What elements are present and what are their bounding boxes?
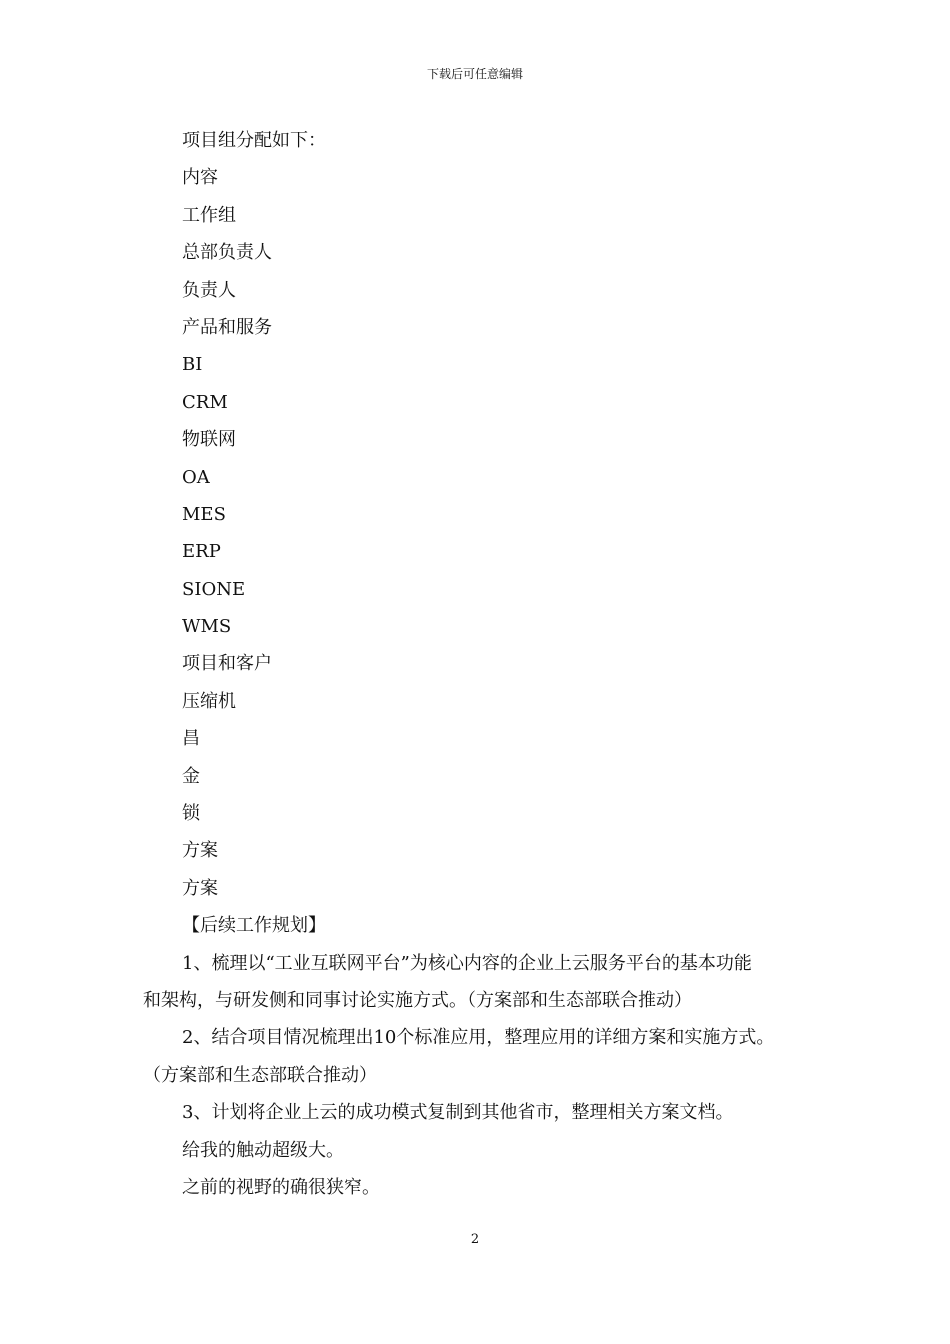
list-item: MES [182, 503, 226, 525]
list-item: 昌 [182, 728, 200, 750]
list-item: 工作组 [182, 204, 236, 226]
list-item: 负责人 [182, 279, 236, 301]
list-item: ERP [182, 541, 221, 563]
document-body [143, 122, 823, 1206]
list-item: 总部负责人 [182, 242, 272, 264]
paragraph: 项目组分配如下： [182, 130, 326, 151]
list-item: OA [182, 466, 210, 488]
page-number: 2 [470, 1232, 480, 1247]
list-item: WMS [182, 616, 232, 638]
list-item: 金 [182, 765, 200, 787]
paragraph-line: 2、结合项目情况梳理出10个标准应用，整理应用的详细方案和实施方式。 [182, 1027, 775, 1049]
list-item: 内容 [182, 167, 218, 189]
paragraph: 之前的视野的确很狭窄。 [182, 1176, 380, 1198]
paragraph-line: 3、计划将企业上云的成功模式复制到其他省市，整理相关方案文档。 [182, 1102, 734, 1124]
page-header: 下载后可任意编辑 [426, 67, 523, 81]
list-item: 压缩机 [182, 690, 236, 712]
paragraph-line: （方案部和生态部联合推动） [143, 1064, 377, 1086]
list-item: 产品和服务 [182, 316, 272, 338]
list-item: 方案 [182, 840, 218, 862]
list-item: CRM [182, 391, 228, 413]
list-item: BI [182, 354, 203, 376]
list-item: 物联网 [182, 429, 236, 451]
list-item: 方案 [182, 877, 218, 899]
section-heading: 【后续工作规划】 [182, 915, 326, 937]
list-item: 项目和客户 [182, 653, 272, 675]
list-item: SIONE [182, 578, 246, 600]
paragraph-line: 和架构，与研发侧和同事讨论实施方式。（方案部和生态部联合推动） [143, 989, 692, 1011]
paragraph: 给我的触动超级大。 [182, 1139, 344, 1161]
list-item: 锁 [182, 803, 200, 825]
paragraph-line: 1、梳理以“工业互联网平台”为核心内容的企业上云服务平台的基本功能 [182, 952, 752, 974]
